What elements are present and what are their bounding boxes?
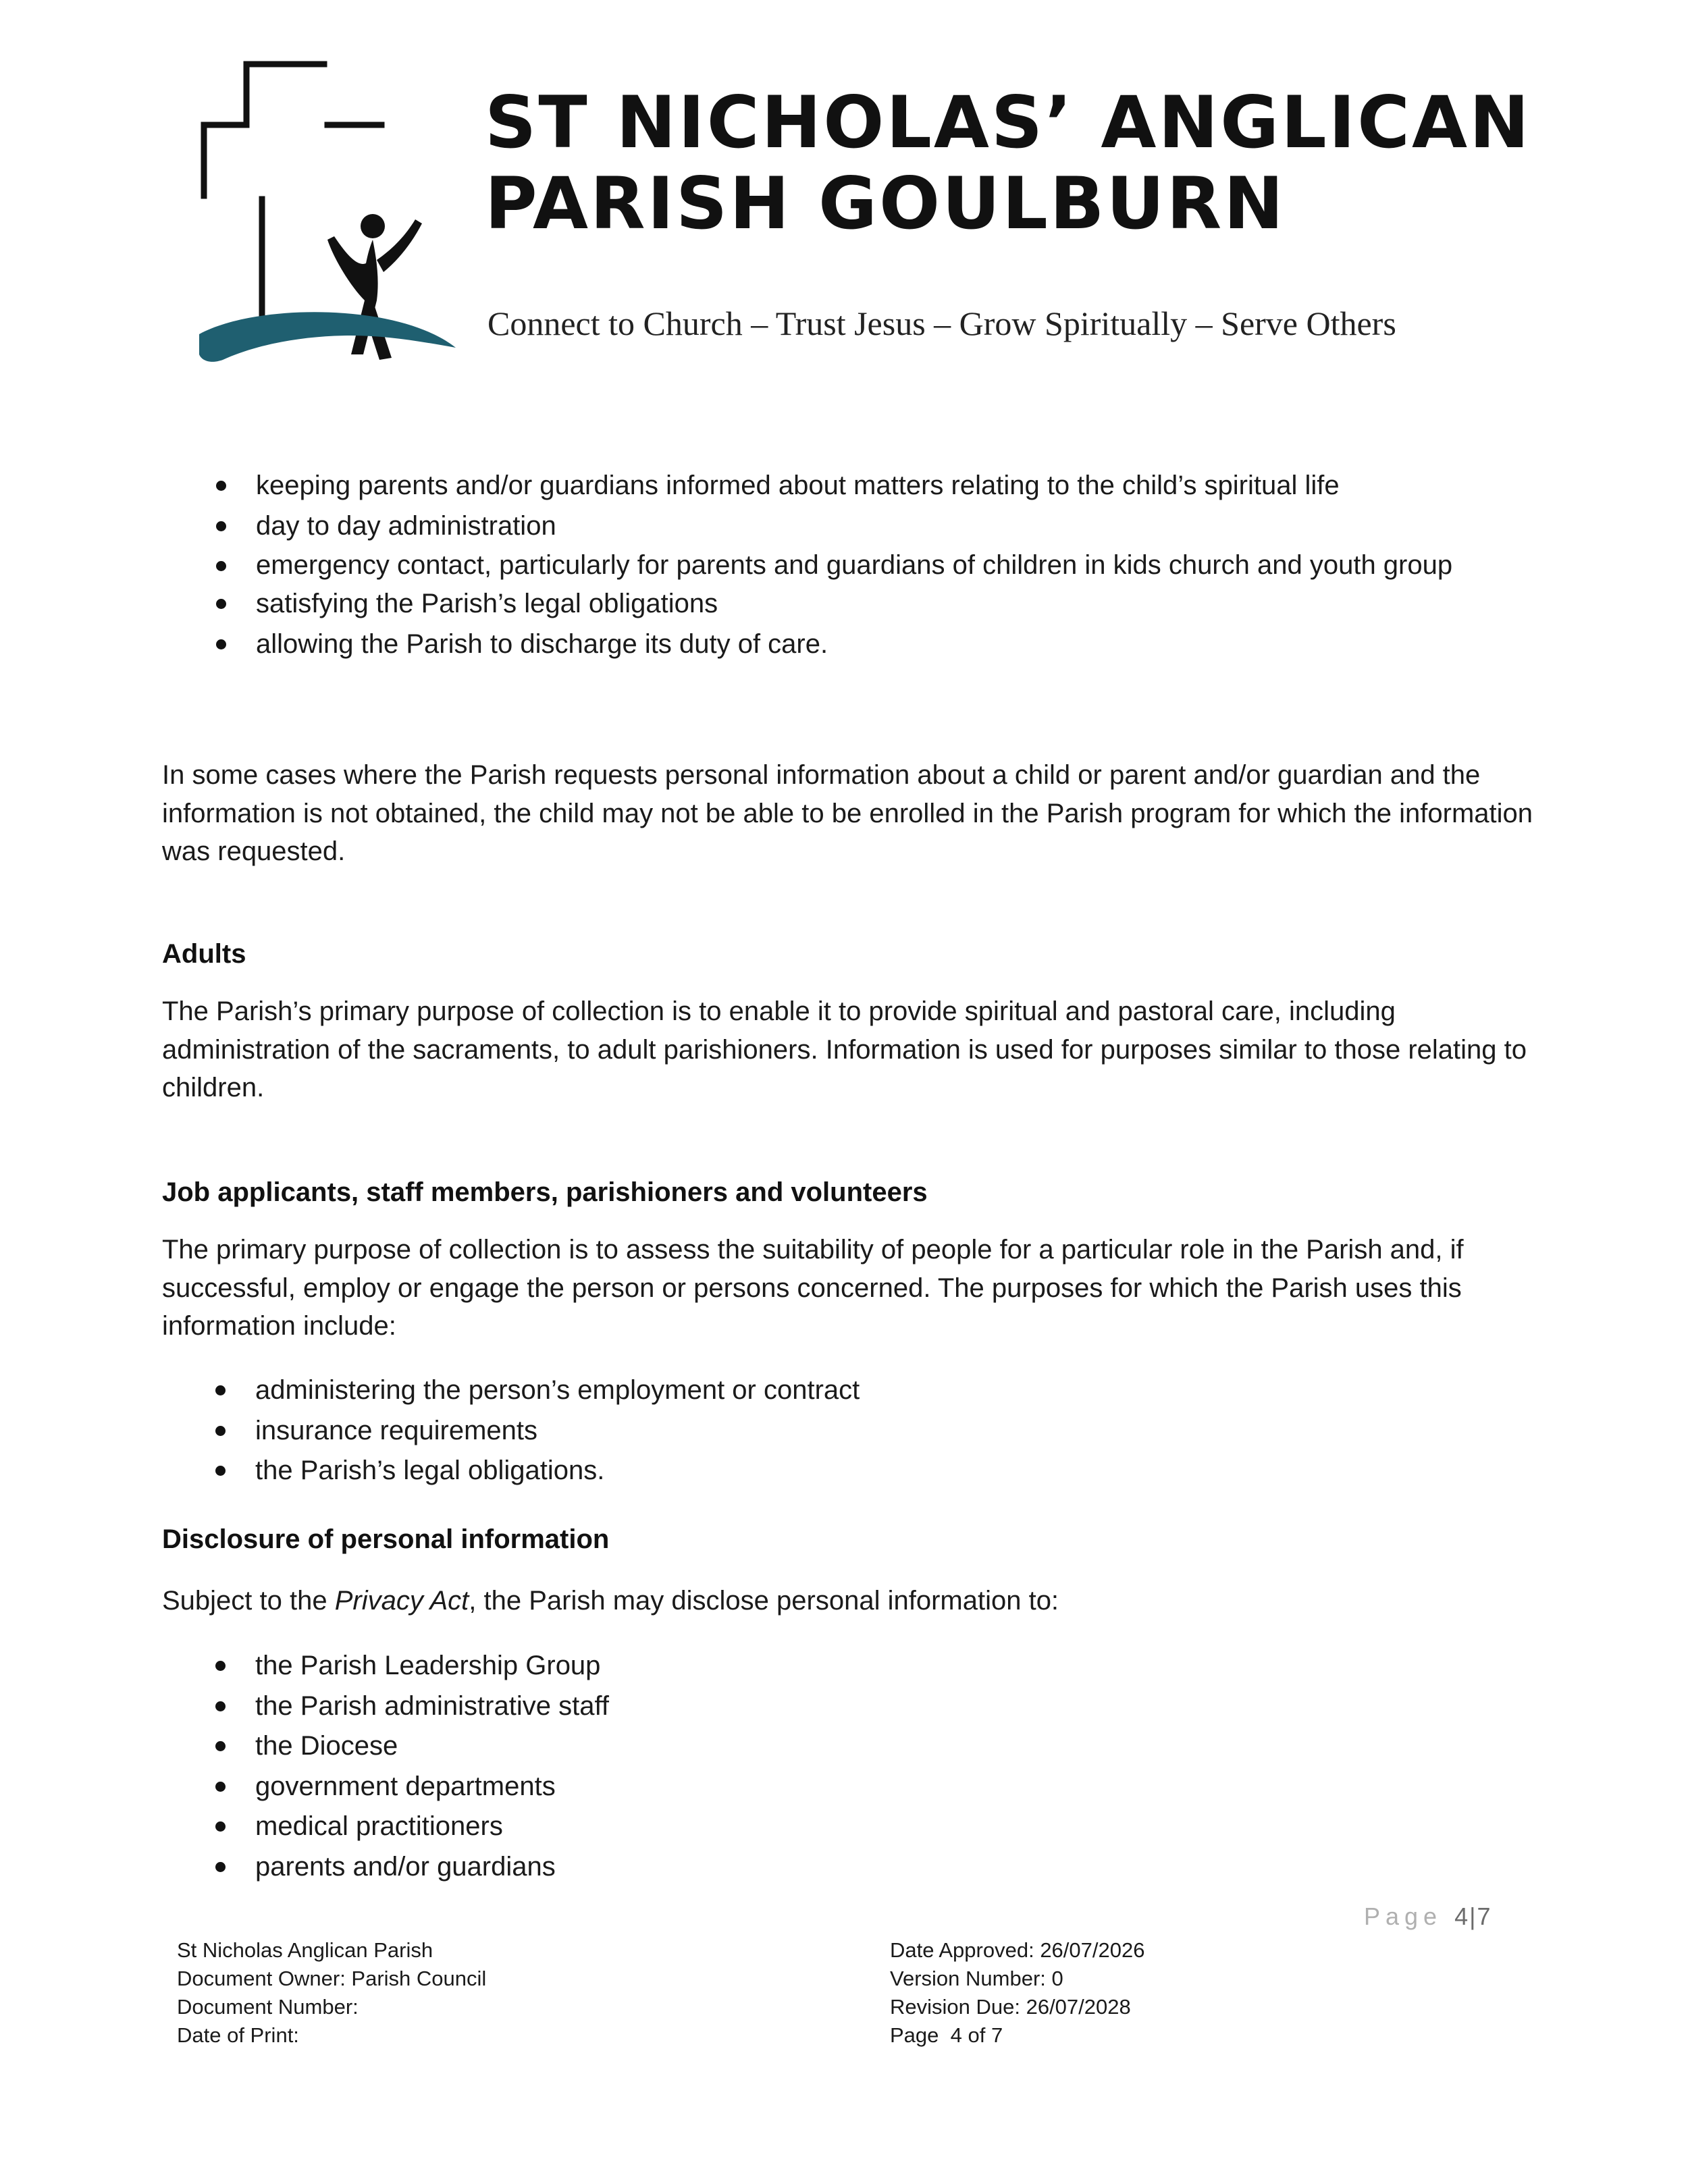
- footer-date-of-print: Date of Print:: [177, 2023, 299, 2047]
- list-item: administering the person’s employment or contract: [255, 1370, 1471, 1411]
- page-indicator: Page 4|7: [1364, 1902, 1492, 1930]
- wave-icon: [199, 312, 456, 362]
- list-item: keeping parents and/or guardians informed about matters relating to the child’s spiritual life: [256, 466, 1539, 506]
- list-item: parents and/or guardians: [255, 1847, 1471, 1888]
- privacy-act-term: Privacy Act: [334, 1586, 469, 1616]
- footer-right: [890, 1936, 1144, 2050]
- list-item: emergency contact, particularly for parents and guardians of children in kids church and youth group: [256, 546, 1539, 584]
- disclosure-list: [255, 1646, 1471, 1887]
- list-item: the Parish’s legal obligations.: [255, 1451, 1471, 1491]
- job-applicants-list: [255, 1370, 1471, 1491]
- org-title: [485, 82, 1531, 244]
- children-purposes-list: [256, 466, 1539, 664]
- org-title-line1: ST NICHOLAS’ ANGLICAN: [485, 81, 1531, 164]
- list-item: allowing the Parish to discharge its duty of care.: [256, 624, 1539, 665]
- org-title-line2: PARISH GOULBURN: [485, 162, 1286, 245]
- job-applicants-heading: Job applicants, staff members, parishioners and volunteers: [162, 1177, 928, 1207]
- footer-left: [177, 1936, 486, 2050]
- tagline: Connect to Church – Trust Jesus – Grow Spiritually – Serve Others: [487, 304, 1396, 342]
- page-number: 4: [1454, 1902, 1470, 1930]
- list-item: insurance requirements: [255, 1411, 1471, 1451]
- children-note: In some cases where the Parish requests personal information about a child or parent and/or guardian and the information is not obtained, the child may not be able to be enrolled in the Parish program for which the information was requested.: [162, 760, 1533, 866]
- disclosure-heading: Disclosure of personal information: [162, 1524, 610, 1554]
- list-item: medical practitioners: [255, 1807, 1471, 1847]
- footer-revision-due: Revision Due: 26/07/2028: [890, 1995, 1131, 2019]
- page-word: Page: [1364, 1902, 1443, 1930]
- list-item: day to day administration: [256, 506, 1539, 547]
- job-applicants-text: The primary purpose of collection is to assess the suitability of people for a particular role in the Parish and, if successful, employ or engage the person or persons concerned. The purposes for which the Parish uses this information include:: [162, 1235, 1464, 1341]
- adults-text: The Parish’s primary purpose of collection is to enable it to provide spiritual and pastoral care, including administration of the sacraments, to adult parishioners. Information is used for purposes similar to those relating to children.: [162, 996, 1527, 1102]
- footer-document-owner: Document Owner: Parish Council: [177, 1967, 487, 1990]
- list-item: the Diocese: [255, 1726, 1471, 1767]
- list-item: government departments: [255, 1767, 1471, 1807]
- page-total: 7: [1477, 1902, 1492, 1930]
- footer-date-approved: Date Approved: 26/07/2026: [890, 1938, 1145, 1962]
- footer-parish-name: St Nicholas Anglican Parish: [177, 1938, 433, 1962]
- cross-top-arm: [204, 64, 324, 196]
- footer-version-number: Version Number: 0: [890, 1967, 1063, 1990]
- list-item: the Parish Leadership Group: [255, 1646, 1471, 1686]
- disclosure-intro: Subject to the Privacy Act, the Parish may disclose personal information to:: [162, 1586, 1059, 1616]
- adults-heading: Adults: [162, 939, 246, 969]
- parish-logo: [196, 57, 466, 395]
- footer-page-of: Page 4 of 7: [890, 2023, 1003, 2047]
- list-item: satisfying the Parish’s legal obligations: [256, 584, 1539, 624]
- list-item: the Parish administrative staff: [255, 1686, 1471, 1727]
- footer-document-number: Document Number:: [177, 1995, 359, 2019]
